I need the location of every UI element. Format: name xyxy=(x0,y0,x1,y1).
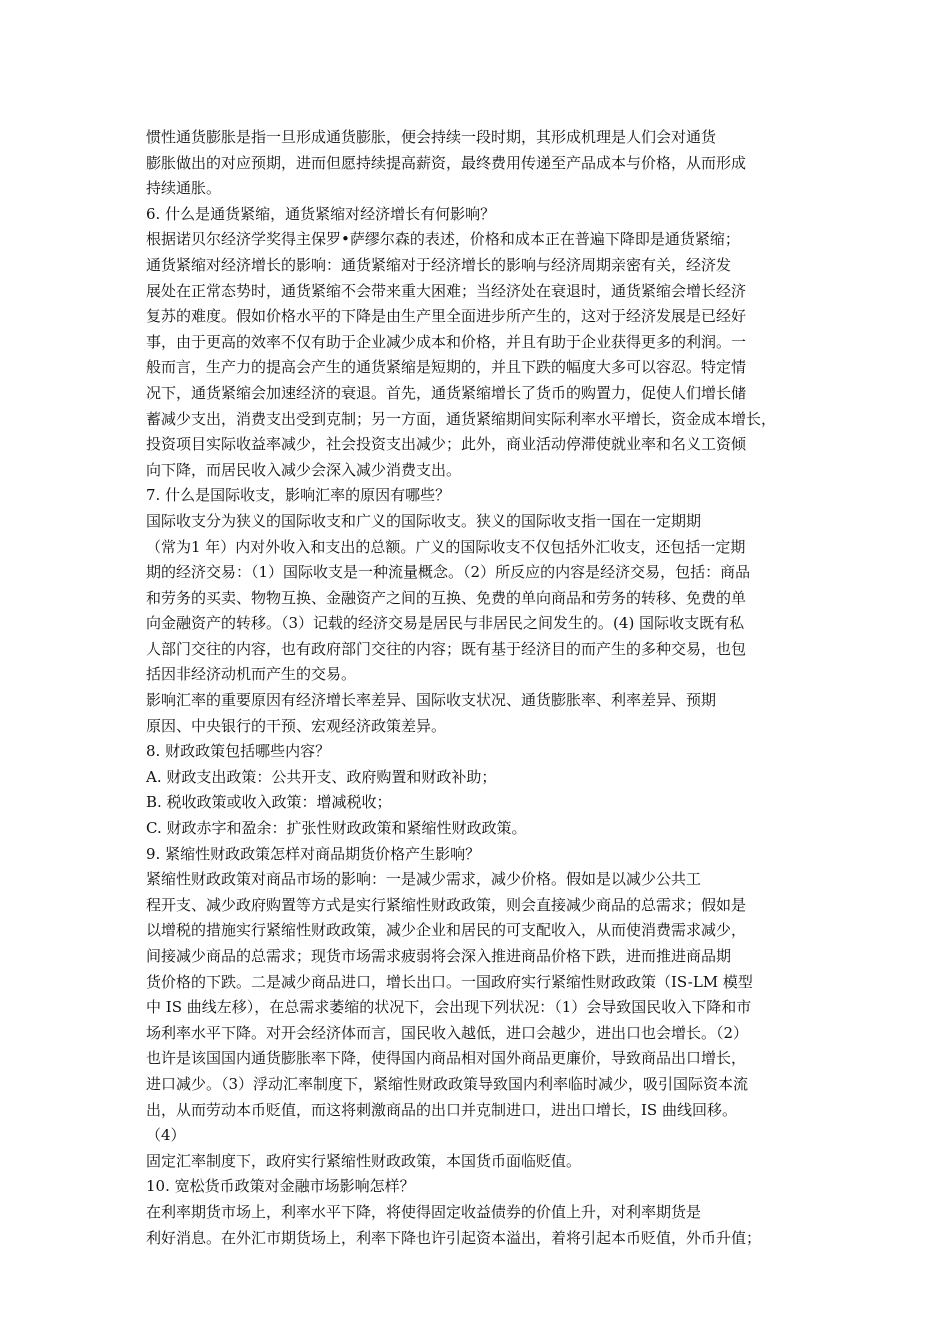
text-line: （常为1 年）内对外收入和支出的总额。广义的国际收支不仅包括外汇收支，还包括一定期 xyxy=(146,537,746,556)
question-heading: 7. 什么是国际收支，影响汇率的原因有哪些？ xyxy=(146,486,451,505)
text-line: 影响汇率的重要原因有经济增长率差异、国际收支状况、通货膨胀率、利率差异、预期 xyxy=(146,691,717,710)
text-line: 和劳务的买卖、物物互换、金融资产之间的互换、免费的单向商品和劳务的转移、免费的单 xyxy=(146,588,747,607)
text-line: 原因、中央银行的干预、宏观经济政策差异。 xyxy=(146,716,447,735)
text-line: 持续通胀。 xyxy=(146,179,222,198)
text-line: 中 IS 曲线左移），在总需求萎缩的状况下，会出现下列状况：（1）会导致国民收入下降和市 xyxy=(146,998,752,1017)
list-item: B. 税收政策或收入政策：增减税收； xyxy=(146,793,392,812)
text-line: 向下降，而居民收入减少会深入减少消费支出。 xyxy=(146,460,462,479)
text-line: 进口减少。（3）浮动汇率制度下，紧缩性财政政策导致国内利率临时减少，吸引国际资本流 xyxy=(146,1074,749,1093)
text-line: 投资项目实际收益率减少，社会投资支出减少；此外，商业活动停滞使就业率和名义工资倾 xyxy=(146,435,747,454)
text-line: 况下，通货紧缩会加速经济的衰退。首先，通货紧缩增长了货币的购置力，促使人们增长储 xyxy=(146,383,747,402)
text-line: 括因非经济动机而产生的交易。 xyxy=(146,665,357,684)
text-line: 出，从而劳动本币贬值，而这将刺激商品的出口并克制进口，进出口增长，IS 曲线回移。 xyxy=(146,1100,737,1119)
text-line: 向金融资产的转移。（3）记载的经济交易是居民与非居民之间发生的。(4) 国际收支既有私 xyxy=(146,614,745,633)
list-item: C. 财政赤字和盈余：扩张性财政政策和紧缩性财政政策。 xyxy=(146,819,527,838)
text-line: 紧缩性财政政策对商品市场的影响：一是减少需求，减少价格。假如是以减少公共工 xyxy=(146,870,702,889)
text-line: 国际收支分为狭义的国际收支和广义的国际收支。狭义的国际收支指一国在一定期期 xyxy=(146,511,702,530)
text-line: 利好消息。在外汇市期货场上，利率下降也许引起资本溢出，着将引起本币贬值，外币升值； xyxy=(146,1228,762,1247)
text-line: 程开支、减少政府购置等方式是实行紧缩性财政政策，则会直接减少商品的总需求；假如是 xyxy=(146,895,747,914)
text-line: 般而言，生产力的提高会产生的通货紧缩是短期的，并且下跌的幅度大多可以容忍。特定情 xyxy=(146,358,747,377)
question-heading: 10. 宽松货币政策对金融市场影响怎样？ xyxy=(146,1177,415,1196)
question-heading: 9. 紧缩性财政政策怎样对商品期货价格产生影响？ xyxy=(146,844,481,863)
question-heading: 6. 什么是通货紧缩，通货紧缩对经济增长有何影响？ xyxy=(146,204,496,223)
text-line: 固定汇率制度下，政府实行紧缩性财政政策，本国货币面临贬值。 xyxy=(146,1151,582,1170)
text-line: （4） xyxy=(146,1126,186,1145)
text-line: 在利率期货市场上，利率水平下降，将使得固定收益债券的价值上升，对利率期货是 xyxy=(146,1202,702,1221)
text-line: 以增税的措施实行紧缩性财政政策，减少企业和居民的可支配收入，从而使消费需求减少， xyxy=(146,921,747,940)
text-line: 展处在正常态势时，通货紧缩不会带来重大困难；当经济处在衰退时，通货紧缩会增长经济 xyxy=(146,281,747,300)
text-line: 膨胀做出的对应预期，进而但愿持续提高薪资，最终费用传递至产品成本与价格，从而形成 xyxy=(146,153,747,172)
document-body xyxy=(146,125,816,1251)
text-line: 人部门交往的内容，也有政府部门交往的内容；既有基于经济目的而产生的多种交易，也包 xyxy=(146,639,747,658)
question-heading: 8. 财政政策包括哪些内容？ xyxy=(146,742,331,761)
text-line: 事，由于更高的效率不仅有助于企业减少成本和价格，并且有助于企业获得更多的利润。一 xyxy=(146,332,747,351)
text-line: 场利率水平下降。对开会经济体而言，国民收入越低，进口会越少，进出口也会增长。（2） xyxy=(146,1023,749,1042)
text-line: 通货紧缩对经济增长的影响：通货紧缩对于经济增长的影响与经济周期亲密有关，经济发 xyxy=(146,255,732,274)
text-line: 货价格的下跌。二是减少商品进口，增长出口。一国政府实行紧缩性财政政策（IS-LM 模型 xyxy=(146,972,753,991)
text-line: 期的经济交易：（1）国际收支是一种流量概念。（2）所反应的内容是经济交易，包括：商品 xyxy=(146,563,751,582)
text-line: 蓄减少支出，消费支出受到克制；另一方面，通货紧缩期间实际利率水平增长，资金成本增长， xyxy=(146,409,777,428)
text-line: 间接减少商品的总需求；现货市场需求疲弱将会深入推进商品价格下跌，进而推进商品期 xyxy=(146,947,732,965)
text-line: 惯性通货膨胀是指一旦形成通货膨胀，便会持续一段时期，其形成机理是人们会对通货 xyxy=(146,128,717,146)
text-line: 复苏的难度。假如价格水平的下降是由生产里全面进步所产生的，这对于经济发展是已经好 xyxy=(146,307,747,326)
text-line: 也许是该国国内通货膨胀率下降，使得国内商品相对国外商品更廉价，导致商品出口增长， xyxy=(146,1049,747,1068)
text-line: 根据诺贝尔经济学奖得主保罗•萨缪尔森的表述，价格和成本正在普遍下降即是通货紧缩； xyxy=(146,230,740,249)
list-item: A. 财政支出政策：公共开支、政府购置和财政补助； xyxy=(146,767,497,786)
